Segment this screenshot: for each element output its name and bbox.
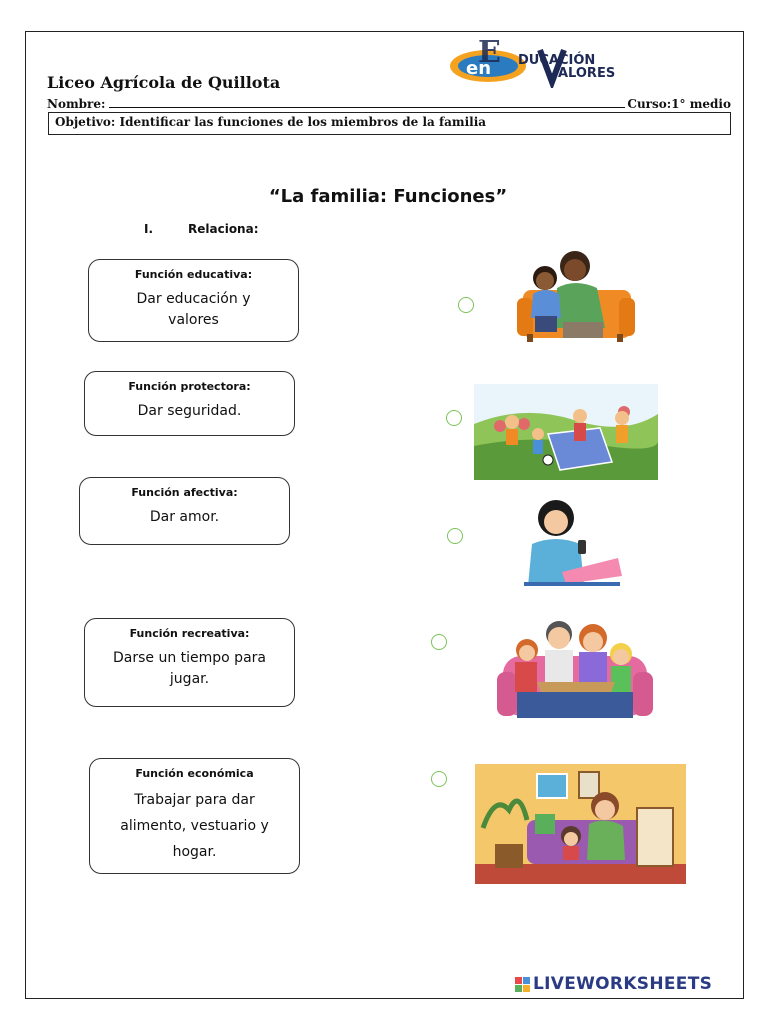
name-row: [47, 95, 731, 111]
mother-laptop-image[interactable]: [518, 496, 626, 588]
card-educativa[interactable]: [88, 259, 299, 342]
curso-label: Curso:1° medio: [627, 97, 731, 111]
card-desc: Darse un tiempo para jugar.: [112, 650, 266, 687]
objective-box: [48, 112, 731, 135]
educacion-en-valores-logo: [448, 40, 628, 88]
svg-text:E: E: [478, 40, 501, 70]
card-title: Función recreativa:: [129, 627, 250, 640]
match-dot-3[interactable]: [447, 528, 463, 544]
children-playing-image[interactable]: [474, 384, 658, 480]
card-economica[interactable]: [89, 758, 300, 874]
section-label: Relaciona:: [188, 222, 259, 236]
section-number: I.: [144, 222, 154, 236]
card-title: Función afectiva:: [131, 486, 238, 499]
match-dot-1[interactable]: [458, 297, 474, 313]
card-desc: Dar educación y valores: [136, 291, 251, 328]
match-dot-2[interactable]: [446, 410, 462, 426]
card-desc: Dar amor.: [149, 509, 220, 525]
match-dot-4[interactable]: [431, 634, 447, 650]
nombre-label: Nombre:: [47, 97, 106, 111]
liveworksheets-text: LIVEWORKSHEETS: [533, 974, 713, 994]
objective-text: Objetivo: Identificar las funciones de los miembros de la familia: [55, 115, 487, 129]
logo-text-bottom: ALORES: [558, 66, 616, 81]
card-title: Función educativa:: [134, 268, 253, 281]
name-input-line[interactable]: [109, 107, 625, 108]
card-protectora[interactable]: [84, 371, 295, 436]
card-desc: Dar seguridad.: [137, 403, 242, 419]
match-dot-5[interactable]: [431, 771, 447, 787]
family-reading-image[interactable]: [497, 616, 653, 724]
card-desc: Trabajar para dar alimento, vestuario y hogar.: [120, 792, 269, 860]
card-title: Función económica: [135, 767, 254, 780]
living-room-image[interactable]: [475, 764, 686, 884]
card-afectiva[interactable]: [79, 477, 290, 545]
liveworksheets-icon: [515, 977, 530, 992]
card-recreativa[interactable]: [84, 618, 295, 707]
logo-text-top: DUCACIÓN: [518, 53, 596, 68]
logo-en-letters: en: [466, 58, 492, 79]
liveworksheets-logo: [515, 974, 712, 994]
worksheet-title: [0, 186, 768, 207]
card-title: Función protectora:: [128, 380, 251, 393]
worksheet-title-text: “La familia: Funciones”: [268, 186, 508, 207]
father-child-sofa-image[interactable]: [517, 248, 635, 348]
school-name: Liceo Agrícola de Quillota: [47, 73, 281, 92]
